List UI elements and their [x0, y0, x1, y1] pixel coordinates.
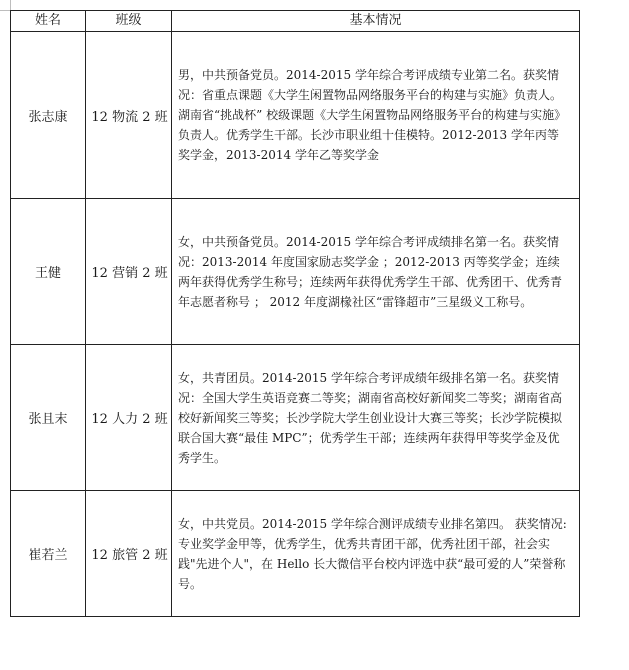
header-row	[11, 11, 580, 32]
student-info: 女，共青团员。2014-2015 学年综合考评成绩年级排名第一名。获奖情况：全国大学生英语竞赛二等奖；湖南省高校好新闻奖二等奖；湖南省高校好新闻奖三等奖；长沙学院大学生创业设计大赛三等奖；长沙学院模拟联合国大赛“最佳 MPC”；优秀学生干部；连续两年获得甲等奖学金及优秀学生。	[172, 345, 580, 491]
student-class: 12 旅管 2 班	[86, 491, 172, 617]
student-info-table	[10, 10, 580, 617]
table-row	[11, 199, 580, 345]
student-class: 12 人力 2 班	[86, 345, 172, 491]
student-info: 女，中共党员。2014-2015 学年综合测评成绩专业排名第四。 获奖情况:专业奖学金甲等，优秀学生，优秀共青团干部，优秀社团干部，社会实践"先进个人"，在 Hello 长大微信平台校内评选中获“最可爱的人”荣誉称号。	[172, 491, 580, 617]
student-class: 12 物流 2 班	[86, 32, 172, 199]
student-info: 男，中共预备党员。2014-2015 学年综合考评成绩专业第二名。获奖情况：省重点课题《大学生闲置物品网络服务平台的构建与实施》负责人。湖南省“挑战杯” 校级课题《大学生闲置物品网络服务平台的构建与实施》负责人。优秀学生干部。长沙市职业组十佳模特。2012-2013 学年丙等奖学金，2013-2014 学年乙等奖学金	[172, 32, 580, 199]
student-name: 张志康	[11, 32, 86, 199]
student-class: 12 营销 2 班	[86, 199, 172, 345]
table-row	[11, 491, 580, 617]
student-name: 张且末	[11, 345, 86, 491]
student-name: 王健	[11, 199, 86, 345]
header-class: 班级	[86, 11, 172, 32]
header-info: 基本情况	[172, 11, 580, 32]
student-info: 女，中共预备党员。2014-2015 学年综合考评成绩排名第一名。获奖情况：2013-2014 年度国家励志奖学金 ；2012-2013 丙等奖学金；连续两年获得优秀学生称号；连续两年获得优秀学生干部、优秀团干、优秀青年志愿者称号 ； 2012 年度湖椽社区“雷锋超市”三星级义工称号。	[172, 199, 580, 345]
student-name: 崔若兰	[11, 491, 86, 617]
table-row	[11, 345, 580, 491]
table-row	[11, 32, 580, 199]
header-name: 姓名	[11, 11, 86, 32]
